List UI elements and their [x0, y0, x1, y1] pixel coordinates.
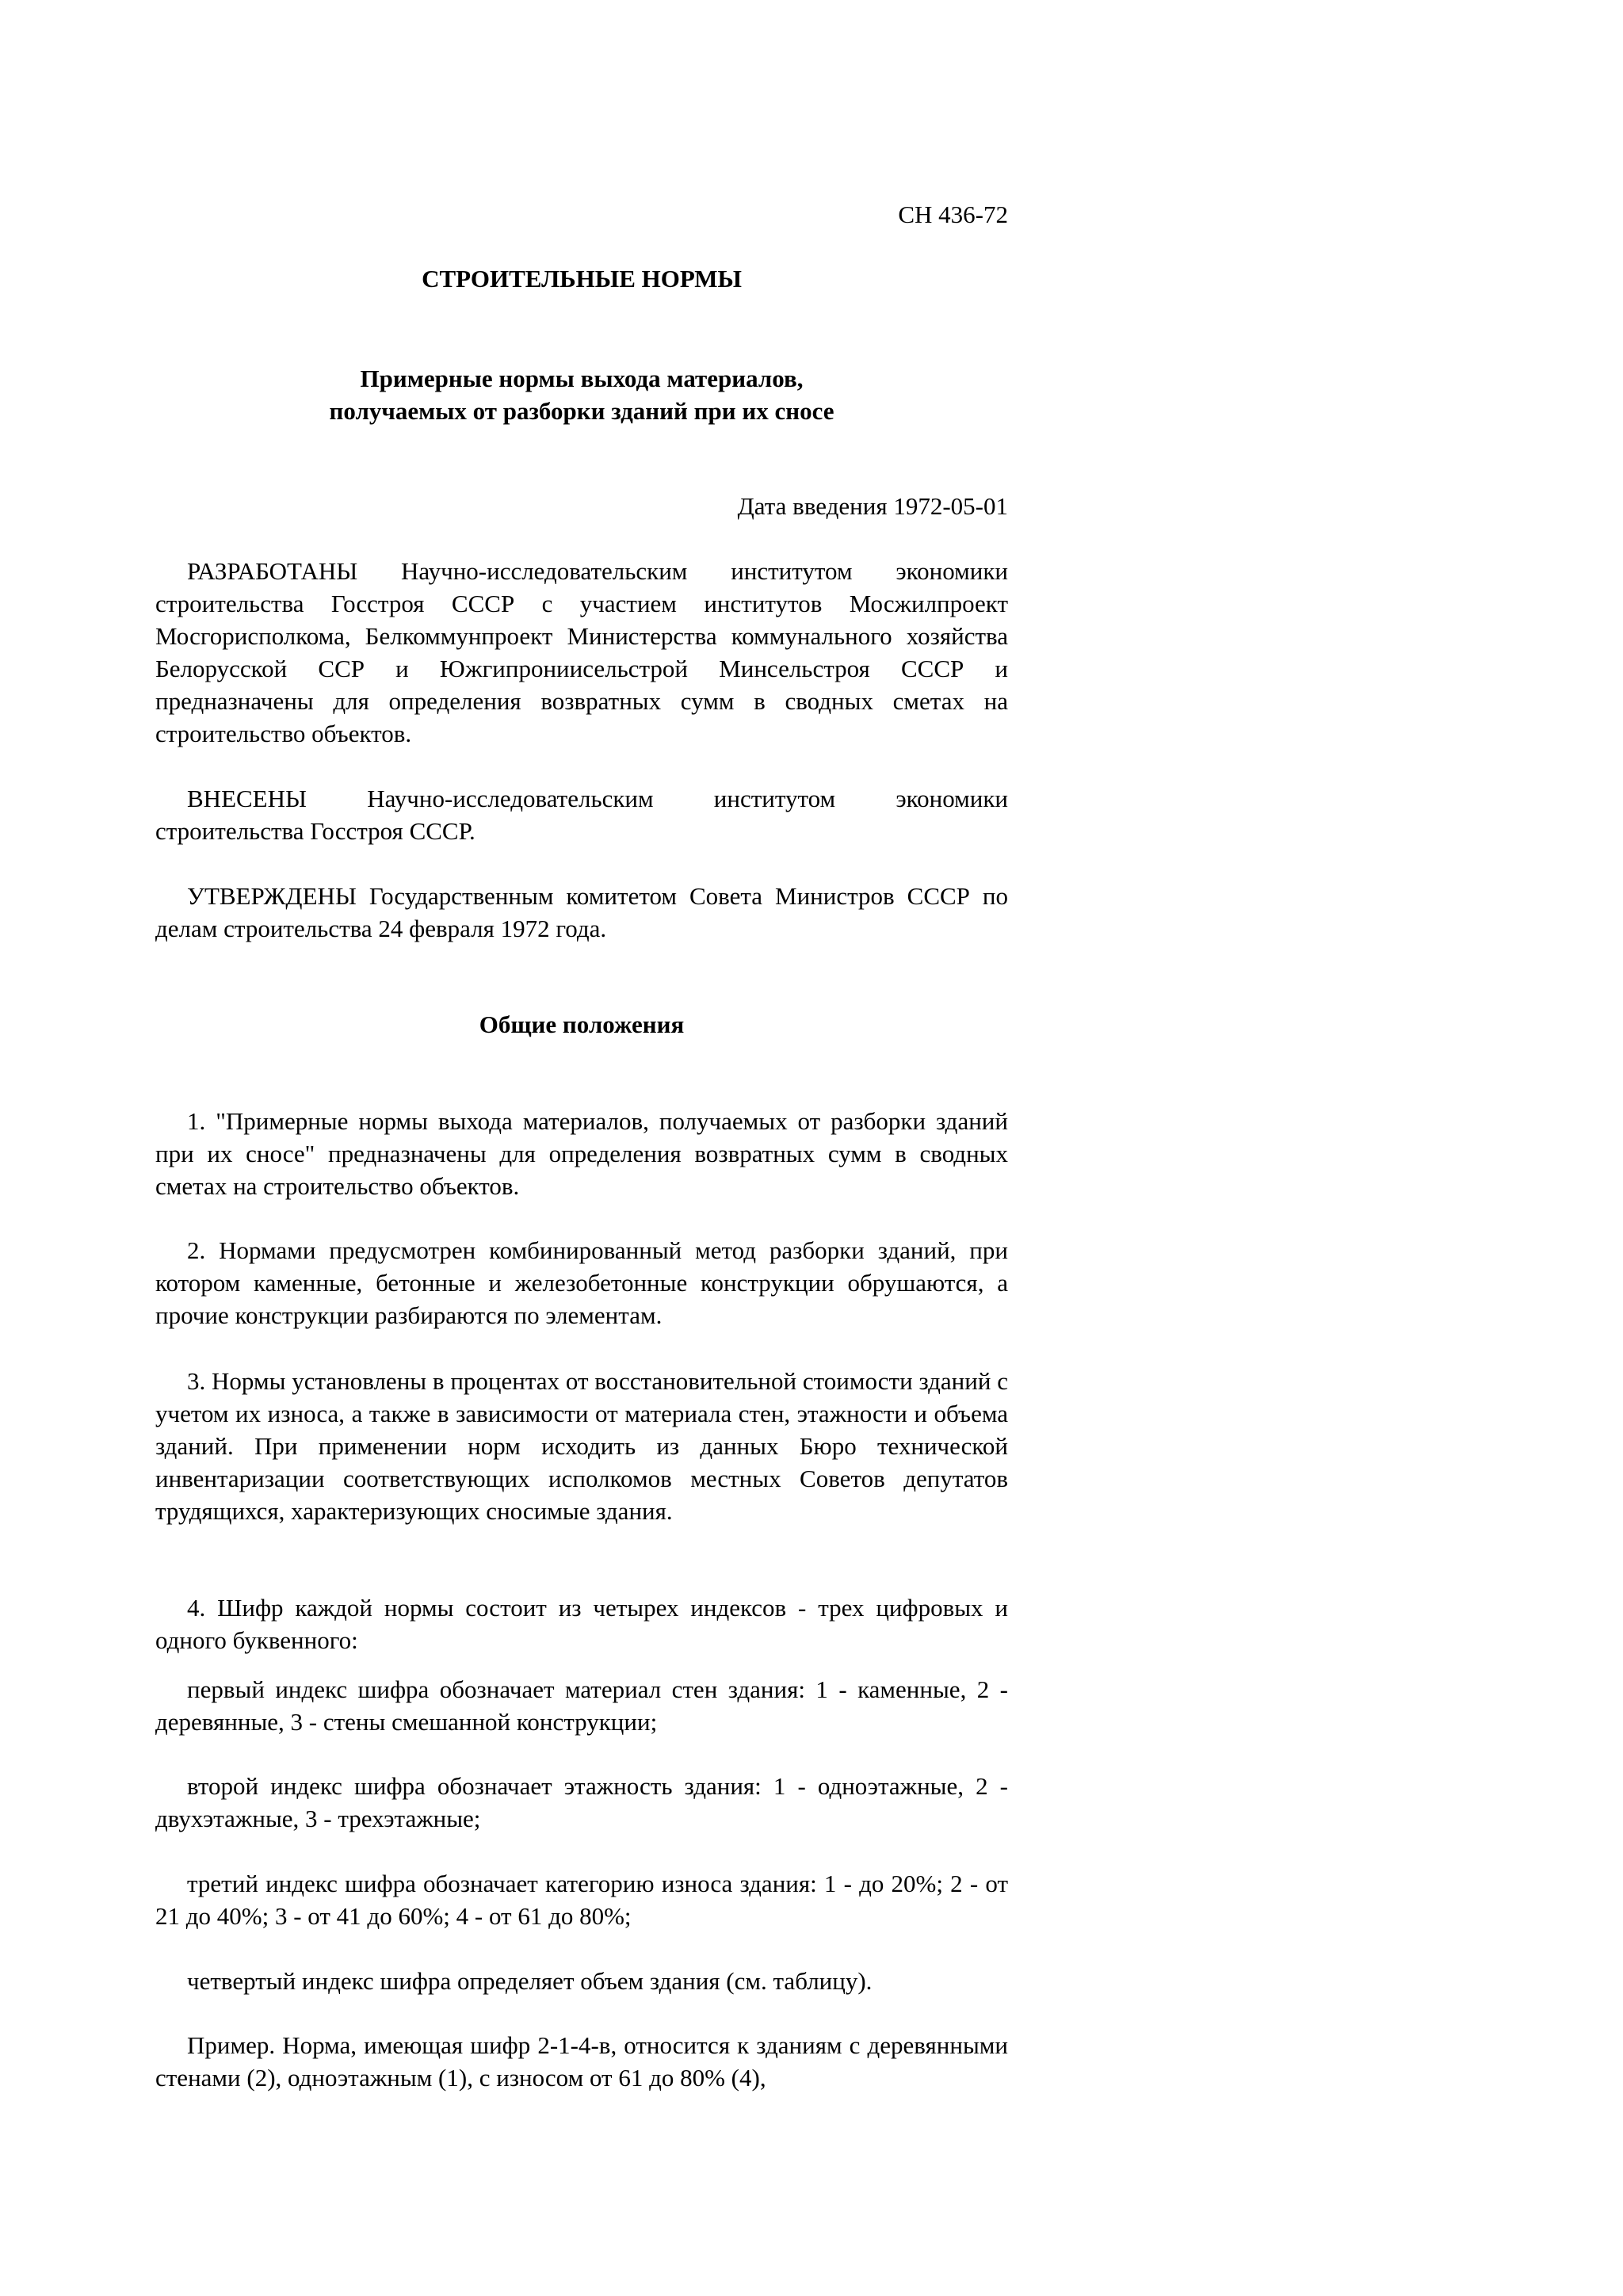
index-3-description: третий индекс шифра обозначает категорию износа здания: 1 - до 20%; 2 - от 21 до 40%; 3 - от 41 до 60%; 4 - от 61 до 80%;	[155, 1870, 1008, 1930]
introduced-line-2: строительства Госстроя СССР.	[155, 817, 475, 845]
section-heading-general: Общие положения	[479, 1010, 685, 1038]
document-title	[155, 362, 1008, 427]
introduced-paragraph	[155, 782, 1008, 847]
paragraph-1: 1. "Примерные нормы выхода материалов, получаемых от разборки зданий при их сносе" предназначены для определения возвратных сумм в сводных сметах на строительство объектов.	[155, 1107, 1008, 1200]
paragraph-2: 2. Нормами предусмотрен комбинированный метод разборки зданий, при котором каменные, бетонные и железобетонные конструкции обрушаются, а прочие конструкции разбираются по элементам.	[155, 1236, 1008, 1329]
document-type: СТРОИТЕЛЬНЫЕ НОРМЫ	[422, 265, 742, 292]
example-paragraph: Пример. Норма, имеющая шифр 2-1-4-в, относится к зданиям с деревянными стенами (2), одноэтажным (1), с износом от 61 до 80% (4),	[155, 2031, 1008, 2092]
introduction-date: Дата введения 1972-05-01	[737, 492, 1008, 520]
developed-paragraph: РАЗРАБОТАНЫ Научно-исследовательским институтом экономики строительства Госстроя СССР с участием институтов Мосжилпроект Мосгорисполкома, Белкоммунпроект Министерства коммунального хозяйства Белорусской ССР и Южгипрониисельстрой Минсельстроя СССР и предназначены для определения возвратных сумм в сводных сметах на строительство объектов.	[155, 557, 1008, 747]
paragraph-4: 4. Шифр каждой нормы состоит из четырех индексов - трех цифровых и одного буквенного:	[155, 1594, 1008, 1654]
title-line-2: получаемых от разборки зданий при их сносе	[329, 397, 834, 425]
index-1-description: первый индекс шифра обозначает материал стен здания: 1 - каменные, 2 - деревянные, 3 - стены смешанной конструкции;	[155, 1675, 1008, 1736]
title-line-1: Примерные нормы выхода материалов,	[360, 365, 804, 392]
paragraph-3: 3. Нормы установлены в процентах от восстановительной стоимости зданий с учетом их износа, а также в зависимости от материала стен, этажности и объема зданий. При применении норм исходить из данных Бюро технической инвентаризации соответствующих исполкомов местных Советов депутатов трудящихся, характеризующих сносимые здания.	[155, 1367, 1008, 1525]
index-2-description: второй индекс шифра обозначает этажность здания: 1 - одноэтажные, 2 - двухэтажные, 3 - трехэтажные;	[155, 1772, 1008, 1832]
index-4-description: четвертый индекс шифра определяет объем здания (см. таблицу).	[187, 1967, 873, 1995]
introduced-line-1: ВНЕСЕНЫ Научно-исследовательским институтом экономики	[187, 785, 1008, 812]
approved-paragraph: УТВЕРЖДЕНЫ Государственным комитетом Совета Министров СССР по делам строительства 24 февраля 1972 года.	[155, 882, 1008, 942]
document-code: СН 436-72	[898, 201, 1008, 228]
